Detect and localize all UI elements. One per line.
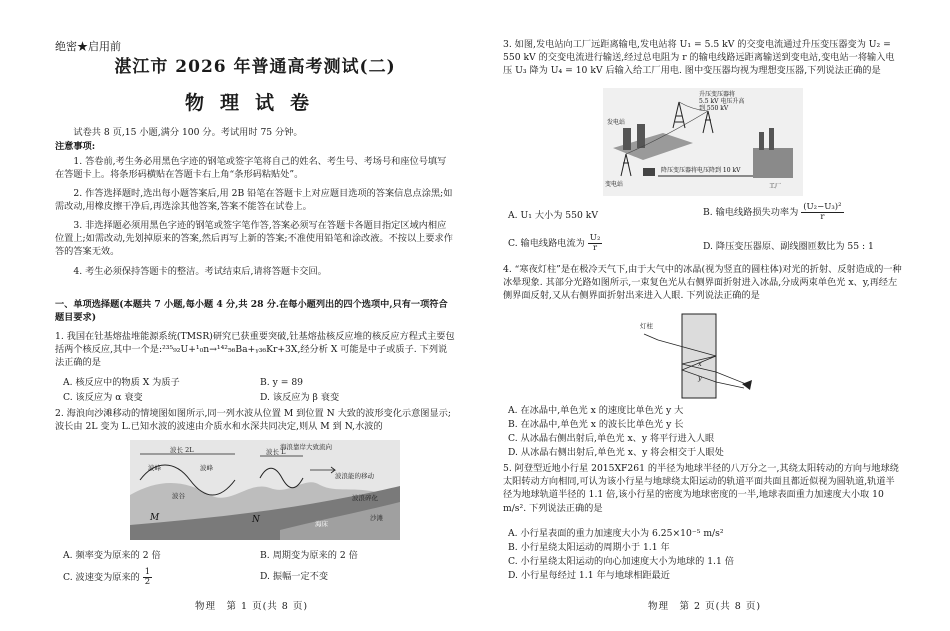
left-column <box>55 0 455 631</box>
q1-option-c: C. 该反应为 α 衰变 <box>63 392 143 403</box>
step-down-label: 降压变压器将电压降到 10 kV <box>661 167 741 174</box>
right-column <box>503 0 903 631</box>
q2-option-c-text: C. 波速变为原来的 <box>63 572 140 583</box>
q1-option-b: B. y = 89 <box>260 377 304 388</box>
q4-option-b: B. 在冰晶中,单色光 x 的波长比单色光 y 长 <box>508 419 684 430</box>
ray-x-label: x <box>698 360 702 368</box>
notice-heading: 注意事项: <box>55 141 96 152</box>
q1-stem <box>55 330 455 370</box>
wl1-label: 波长 2L <box>170 446 194 454</box>
step-up-label: 升压变压器将 <box>699 91 736 98</box>
q5-option-d: D. 小行星每经过 1.1 年与地球相距最近 <box>508 570 670 581</box>
subject-title: 物理试卷 <box>184 92 325 114</box>
substation-shape <box>643 168 655 176</box>
trough-label: 波谷 <box>172 492 185 500</box>
q3-c-denominator: r <box>593 243 598 253</box>
plant-label: 发电站 <box>607 119 626 126</box>
q3-option-c-fraction <box>588 234 603 253</box>
q1-stem-b: ,经分析 X 可能是中子或质子. 下列说法正确的是 <box>55 344 448 369</box>
q4-stem: 4. “寒夜灯柱”是在极冷天气下,由于大气中的冰晶(视为竖直的圆柱体)对光的折射、反射造成的一种冰晕现象. 其部分光路如图所示,一束复色光从右侧界面折射进入冰晶,分成两束单色光 x、y,再经左侧界面反射,又从右侧界面折射出来进入人眼. 下列说法正确的是 <box>503 264 902 302</box>
q2-option-d: D. 振幅一定不变 <box>260 571 329 582</box>
ice-crystal-figure <box>638 310 768 402</box>
q3-option-c-text: C. 输电线路电流为 <box>508 238 585 249</box>
q3-b-numerator: (U₂−U₃)² <box>803 202 842 212</box>
q2-option-b: B. 周期变为原来的 2 倍 <box>260 550 358 561</box>
step-up-label-3: 到 550 kV <box>699 105 729 112</box>
factory-label: 工厂 <box>769 183 782 190</box>
q1-option-a: A. 核反应中的物质 X 为质子 <box>63 377 180 388</box>
q5-stem: 5. 阿登型近地小行星 2015XF261 的半径为地球半径的八万分之一,其绕太阳转动的方向与地球绕太阳转动方向相同,可认为该小行星与地球绕太阳运动的轨道平面共面且都近似视为圆轨道,轨道半径为地球轨道半径的 1.1 倍,该小行星的密度为地球密度的一半,地球表面重力加速度大小取 10 m/s². 下列说法正确的是 <box>503 463 899 514</box>
q5-option-b: B. 小行星绕太阳运动的周期小于 1.1 年 <box>508 542 670 553</box>
q5-option-a: A. 小行星表面的重力加速度大小为 6.25×10⁻⁵ m/s² <box>508 528 724 539</box>
q2-c-numerator: 1 <box>144 567 151 577</box>
notice-item-4: 4. 考生必须保持答题卡的整洁。考试结束后,请将答题卡交回。 <box>73 266 327 277</box>
wl2-label: 波长 L <box>266 448 286 456</box>
footer-right: 物理 第 2 页(共 8 页) <box>648 601 762 612</box>
exam-intro: 试卷共 8 页,15 小题,满分 100 分。考试用时 75 分钟。 <box>73 127 303 138</box>
seabed-label: 海床 <box>315 520 328 528</box>
q2-c-denominator: 2 <box>144 577 151 587</box>
q4-option-a: A. 在冰晶中,单色光 x 的速度比单色光 y 大 <box>508 405 684 416</box>
q3-option-b-fraction <box>801 203 843 222</box>
q3-option-c <box>508 234 602 253</box>
q3-c-numerator: U₂ <box>589 233 601 243</box>
ice-crystal <box>682 314 716 398</box>
step-up-label-2: 5.5 kV 电压升高 <box>699 98 745 105</box>
q1-option-d: D. 该反应为 β 衰变 <box>260 392 340 403</box>
q2-option-a: A. 频率变为原来的 2 倍 <box>63 550 161 561</box>
point-m-label: M <box>150 513 160 523</box>
q3-option-d: D. 降压变压器原、副线圈匝数比为 55 : 1 <box>703 241 874 252</box>
q5-option-c: C. 小行星绕太阳运动的向心加速度大小为地球的 1.1 倍 <box>508 556 734 567</box>
q3-option-a: A. U₁ 大小为 550 kV <box>508 210 598 221</box>
wave-caption: 海浪靠岸大致流向 <box>280 443 332 451</box>
q3-option-b <box>703 203 844 222</box>
exam-title: 湛江市 2026 年普通高考测试(二) <box>114 57 396 77</box>
q3-option-b-text: B. 输电线路损失功率为 <box>703 207 799 218</box>
q3-b-denominator: r <box>820 212 825 222</box>
factory-chimney-1 <box>759 132 764 150</box>
plant-chimney-1 <box>623 128 631 150</box>
q1-stem-a: 1. 我国在钍基熔盐堆能源系统(TMSR)研究已获重要突破,钍基熔盐核反应堆的核反应方程式主要包括两个核反应,其中一个是: <box>55 331 455 356</box>
wave-break-label: 波浪碎化 <box>352 494 378 502</box>
section-heading: 一、单项选择题(本题共 7 小题,每小题 4 分,共 28 分.在每小题列出的四个选项中,只有一项符合题目要求) <box>55 299 448 324</box>
plant-chimney-2 <box>637 124 645 148</box>
q2-stem: 2. 海浪向沙滩移动的情境图如图所示,同一列水波从位置 M 到位置 N 大致的波形变化示意图显示;波长由 2L 变为 L.已知水波的波速由介质水和水深共同决定,则从 M 到 N,水波的 <box>55 408 451 433</box>
q4-option-c: C. 从冰晶右侧出射后,单色光 x、y 将平行进入人眼 <box>508 433 715 444</box>
notice-item-3: 3. 非选择题必须用黑色字迹的钢笔或签字笔作答,答案必须写在答题卡各题目指定区域内相应位置上;如需改动,先划掉原来的答案,然后再写上新的答案;不准使用铅笔和涂改液。不按以上要求作答的答案无效。 <box>55 220 453 258</box>
wave-motion-label: 波浪能的移动 <box>335 472 374 480</box>
notice-item-2: 2. 作答选择题时,选出每小题答案后,用 2B 铅笔在答题卡上对应题目选项的答案信息点涂黑;如需改动,用橡皮擦干净后,再选涂其他答案,答案不能答在试卷上。 <box>55 188 453 213</box>
q1-equation: ²³⁵₉₂U+¹₀n→¹⁴²₅₆Ba+ᵧ₃₆Kr+3X <box>162 344 298 356</box>
beach-label: 沙滩 <box>370 514 383 522</box>
power-figure <box>603 88 803 196</box>
secret-mark: 绝密★启用前 <box>55 40 121 53</box>
q3-stem: 3. 如图,发电站向工厂远距离输电,发电站将 U₁ = 5.5 kV 的交变电流通过升压变压器变为 U₂ = 550 kV 的交变电流进行输送,经过总电阻为 r 的输电线路远距离输送到变电站,变电站一将输入电压 U₃ 降为 U₄ = 10 kV 后输入给工厂用电. 图中变压器均视为理想变压器,下列说法正确的是 <box>503 39 895 77</box>
point-n-label: N <box>252 515 260 525</box>
lamp-label: 灯柱 <box>640 322 653 330</box>
factory-chimney-2 <box>769 128 774 150</box>
notice-item-1: 1. 答卷前,考生务必用黑色字迹的钢笔或签字笔将自己的姓名、考生号、考场号和座位号填写在答题卡上。将条形码横贴在答题卡右上角“条形码粘贴处”。 <box>55 156 447 181</box>
crest-label: 波峰 <box>148 464 161 472</box>
ray-y-label: y <box>698 374 702 382</box>
wave-figure <box>130 440 400 540</box>
substation-label: 变电站 <box>605 181 624 188</box>
q4-option-d: D. 从冰晶右侧出射后,单色光 x、y 将会相交于人眼处 <box>508 447 724 458</box>
crest-label-2: 波峰 <box>200 464 213 472</box>
q2-option-c-fraction <box>143 568 152 587</box>
factory-shape <box>753 148 793 178</box>
q2-option-c <box>63 568 152 587</box>
footer-left: 物理 第 1 页(共 8 页) <box>195 601 309 612</box>
